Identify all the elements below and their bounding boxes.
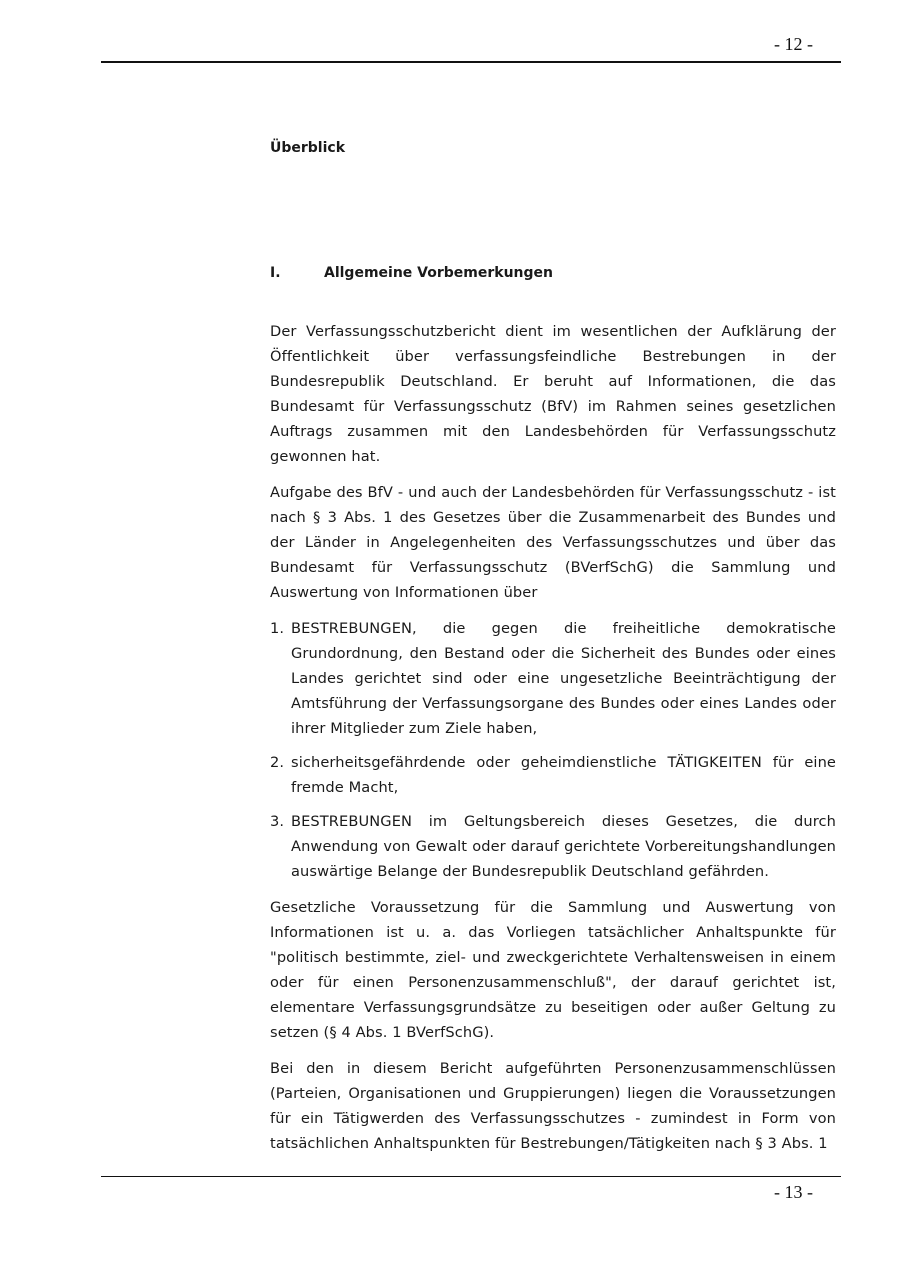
list-item — [270, 616, 836, 741]
header-rule — [101, 61, 841, 63]
list-item-text: BESTREBUNGEN im Geltungsbereich dieses Gesetzes, die durch Anwendung von Gewalt oder darauf gerichtete Vorbereitungshandlungen auswärtige Belange der Bundesrepublik Deutschland gefährden. — [291, 813, 836, 880]
header-page-number: - 12 - — [774, 34, 813, 54]
paragraph: Aufgabe des BfV - und auch der Landesbehörden für Verfassungsschutz - ist nach § 3 Abs. 1 des Gesetzes über die Zusammenarbeit des Bundes und der Länder in Angelegenheiten des Verfassungsschutzes und über das Bundesamt für Verfassungsschutz (BVerfSchG) die Sammlung und Auswertung von Informationen über — [270, 484, 836, 601]
footer-rule — [101, 1176, 841, 1177]
list-item-text: BESTREBUNGEN, die gegen die freiheitliche demokratische Grundordnung, den Bestand oder die Sicherheit des Bundes oder eines Landes gerichtet sind oder eine ungesetzliche Beeinträchtigung der Amtsführung der Verfassungsorgane des Bundes oder eines Landes oder ihrer Mitglieder zum Ziele haben, — [291, 620, 836, 737]
paragraph: Gesetzliche Voraussetzung für die Sammlung und Auswertung von Informationen ist u. a. das Vorliegen tatsächlicher Anhaltspunkte für "politisch bestimmte, ziel- und zweckgerichtete Verhaltensweisen in einem oder für einen Personenzusammenschluß", der darauf gerichtet ist, elementare Verfassungsgrundsätze zu beseitigen oder außer Geltung zu setzen (§ 4 Abs. 1 BVerfSchG). — [270, 899, 836, 1041]
list-item-text: sicherheitsgefährdende oder geheimdienstliche TÄTIGKEITEN für eine fremde Macht, — [291, 754, 836, 796]
section-heading — [270, 265, 836, 281]
body-text — [270, 319, 836, 1167]
overview-title: Überblick — [270, 140, 346, 156]
section-title: Allgemeine Vorbemerkungen — [324, 265, 553, 281]
section-number: I. — [270, 265, 281, 281]
list-item-number: 3. — [270, 813, 285, 830]
paragraph: Bei den in diesem Bericht aufgeführten Personenzusammenschlüssen (Parteien, Organisationen und Gruppierungen) liegen die Voraussetzungen für ein Tätigwerden des Verfassungsschutzes - zumindest in Form von tatsächlichen Anhaltspunkten für Bestrebungen/Tätigkeiten nach § 3 Abs. 1 — [270, 1060, 836, 1152]
list-item-number: 1. — [270, 620, 285, 637]
paragraph: Der Verfassungsschutzbericht dient im wesentlichen der Aufklärung der Öffentlichkeit über verfassungsfeindliche Bestrebungen in der Bundesrepublik Deutschland. Er beruht auf Informationen, die das Bundesamt für Verfassungsschutz (BfV) im Rahmen seines gesetzlichen Auftrags zusammen mit den Landesbehörden für Verfassungsschutz gewonnen hat. — [270, 323, 836, 465]
list-item — [270, 809, 836, 884]
numbered-list — [270, 616, 836, 884]
list-item — [270, 750, 836, 800]
footer-page-number: - 13 - — [774, 1182, 813, 1202]
list-item-number: 2. — [270, 754, 285, 771]
